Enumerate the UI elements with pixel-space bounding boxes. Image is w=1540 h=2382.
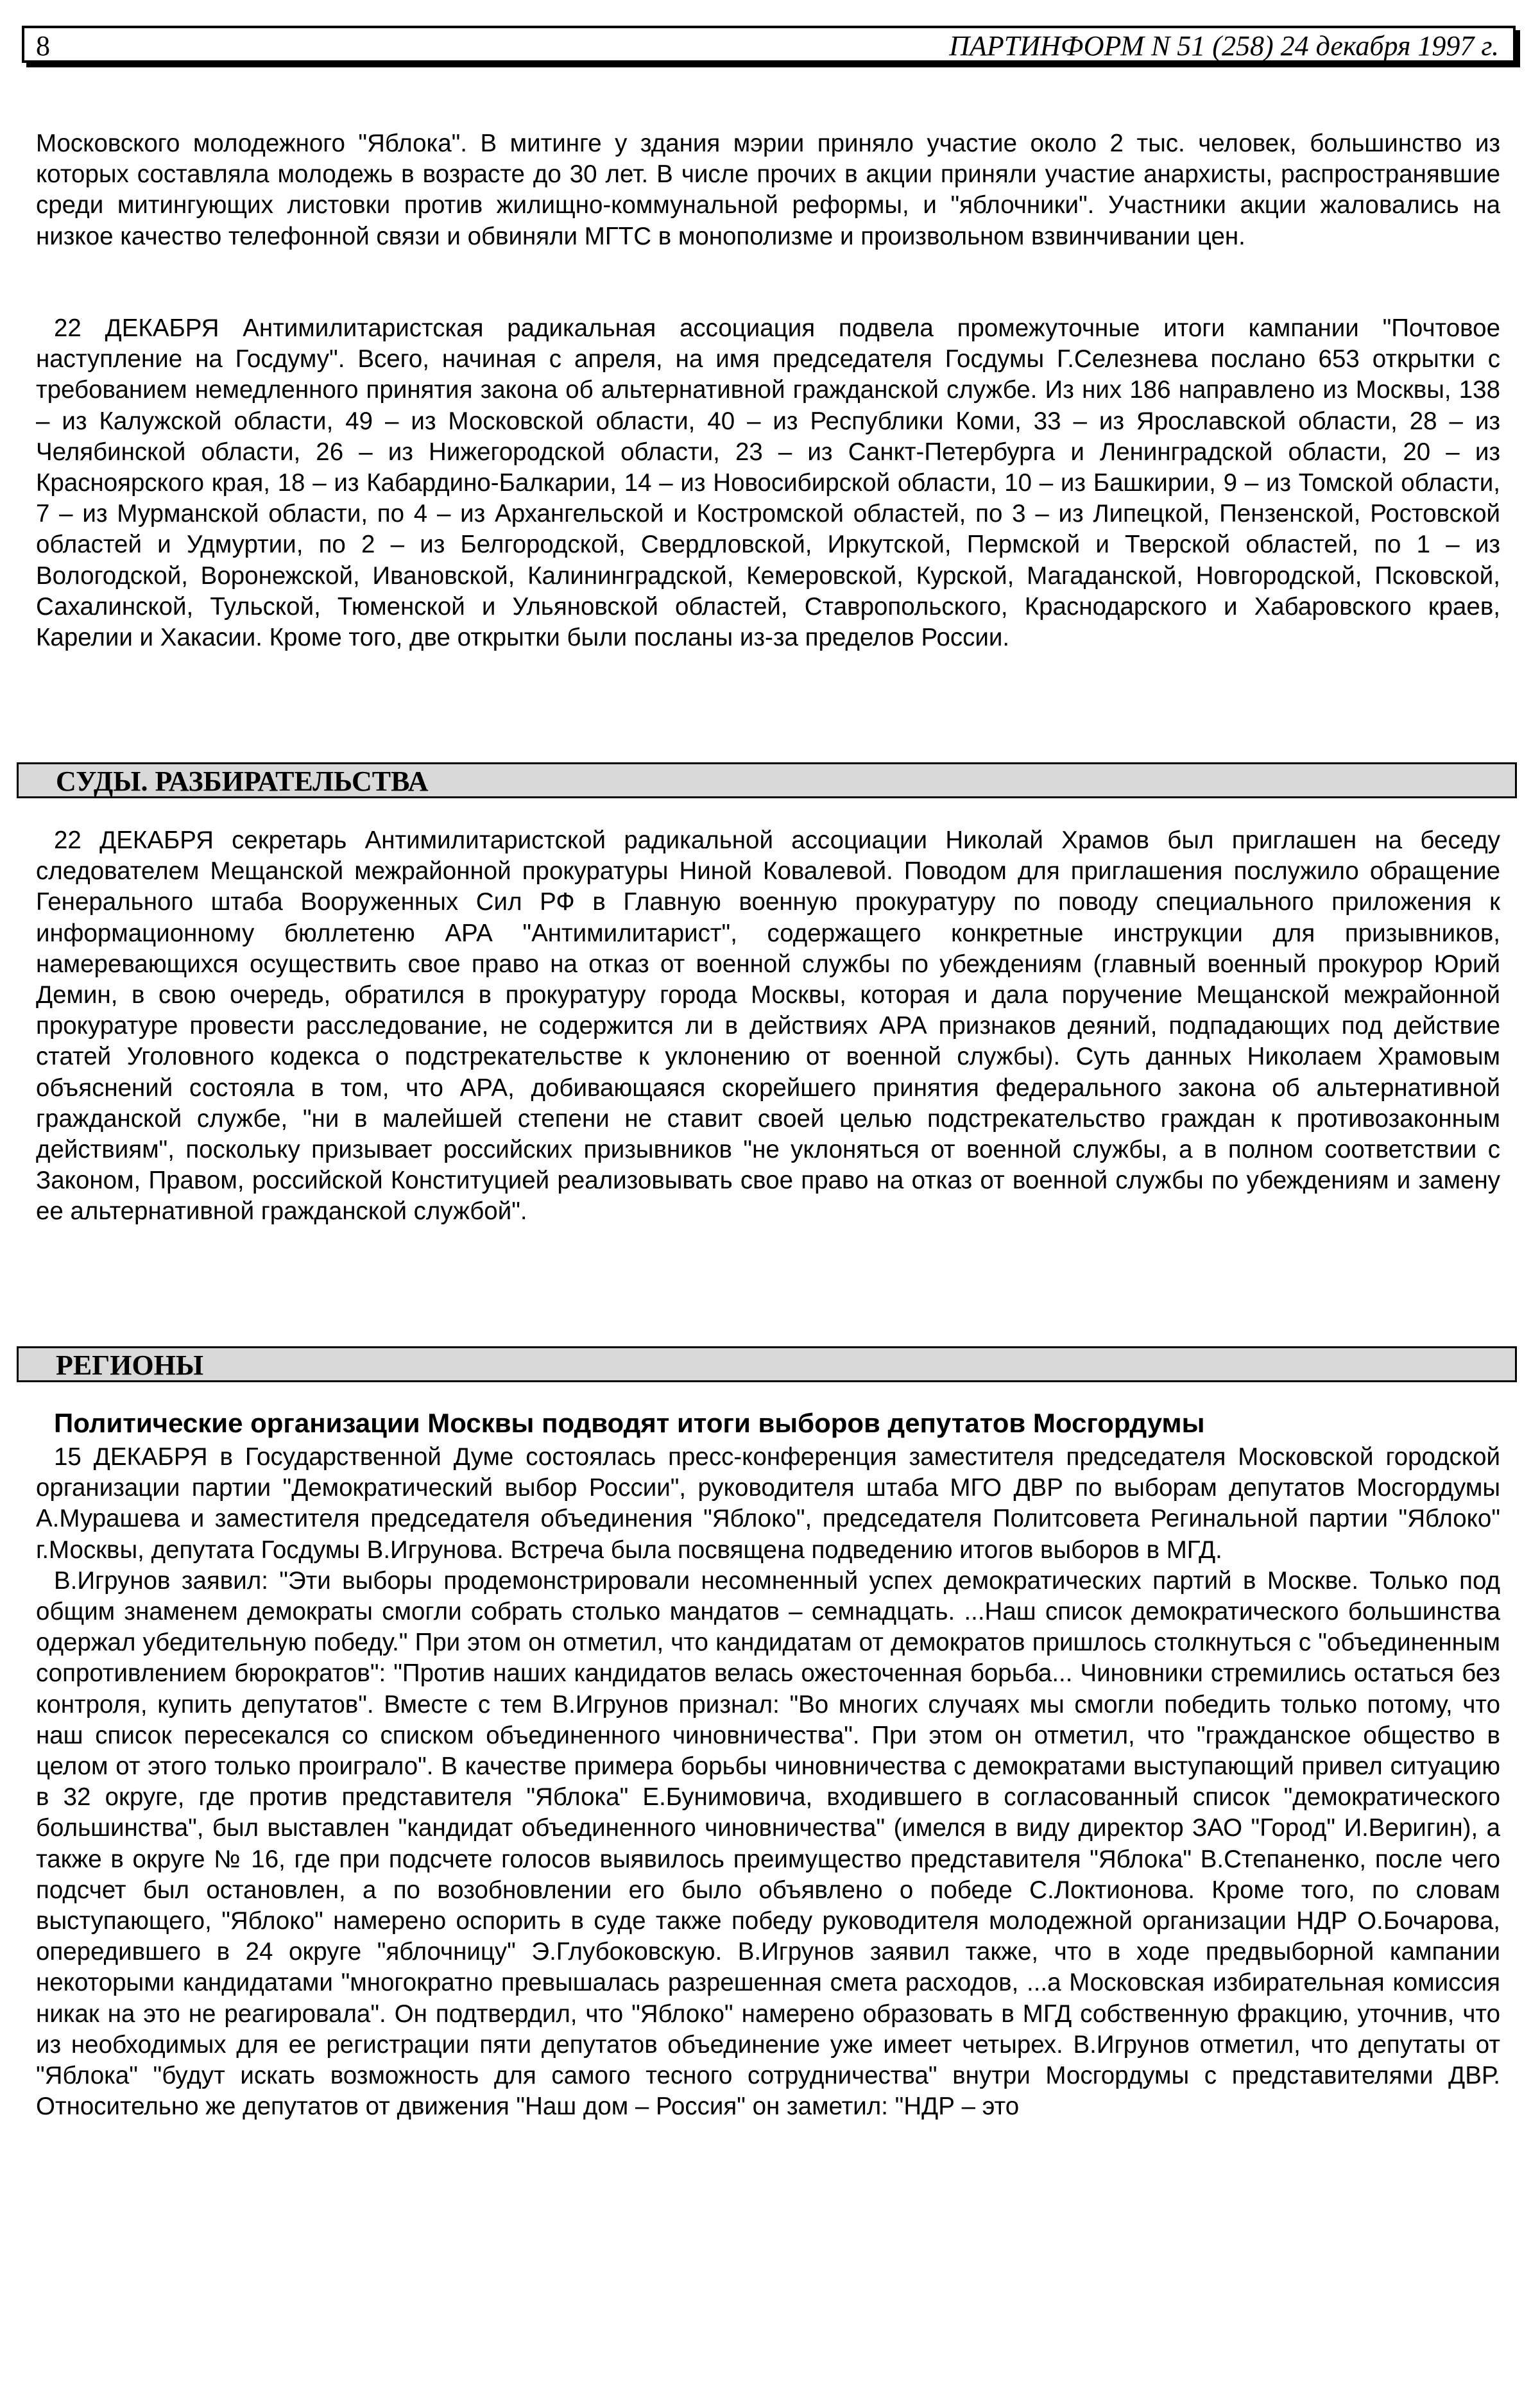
regions-text-1: 15 ДЕКАБРЯ в Государственной Думе состоялась пресс-конференция заместителя председателя Московской городской организации партии "Демократический выбор России", руководителя штаба МГО ДВР по выборам депутатов Мосгордумы А.Мурашева и заместителя председателя объединения "Яблоко", председателя Политсовета Регинальной партии "Яблоко" г.Москвы, депутата Госдумы В.Игрунова. Встреча была посвящена подведению итогов выборов в МГД. [36,1443,1500,1564]
page-header [22,26,1516,63]
section-header-regions [17,1346,1517,1382]
intro-paragraph-2 [36,313,1500,653]
regions-text-2: В.Игрунов заявил: "Эти выборы продемонстрировали несомненный успех демократических партий в Москве. Только под общим знаменем демократы смогли собрать столько мандатов – семнадцать. ...Наш список демократического большинства одержал убедительную победу." При этом он отметил, что кандидатам от демократов пришлось столкнуться с "объединенным сопротивлением бюрократов": "Против наших кандидатов велась ожесточенная борьба... Чиновники стремились остаться без контроля, купить депутатов". Вместе с тем В.Игрунов признал: "Во многих случаях мы смогли победить только потому, что наш список пересекался со списком объединенного чиновничества". При этом он отметил, что "гражданское общество в целом от этого только проиграло". В качестве примера борьбы чиновничества с демократами выступающий привел ситуацию в 32 округе, где против представителя "Яблока" Е.Бунимовича, входившего в согласованный список "демократического большинства", был выставлен "кандидат объединенного чиновничества" (имелся в виду директор ЗАО "Город" И.Веригин), а также в округе № 16, где при подсчете голосов выявилось преимущество представителя "Яблока" В.Степаненко, после чего подсчет был остановлен, а по возобновлении его было объявлено о победе С.Локтионова. Кроме того, по словам выступающего, "Яблоко" намерено оспорить в суде также победу руководителя молодежной организации НДР О.Бочарова, опередившего в 24 округе "яблочницу" Э.Глубоковскую. В.Игрунов заявил также, что в ходе предвыборной кампании некоторыми кандидатами "многократно превышалась разрешенная смета расходов, ...а Московская избирательная комиссия никак на это не реагировала". Он подтвердил, что "Яблоко" намерено образовать в МГД собственную фракцию, уточнив, что из необходимых для ее регистрации пяти депутатов объединение уже имеет четырех. В.Игрунов отметил, что депутаты от "Яблока" "будут искать возможность для самого тесного сотрудничества" внутри Мосгордумы с представителями ДВР. Относительно же депутатов от движения "Наш дом – Россия" он заметил: "НДР – это [36,1566,1500,2121]
intro-text-2: 22 ДЕКАБРЯ Антимилитаристская радикальная ассоциация подвела промежуточные итоги кампании "Почтовое наступление на Госдуму". Всего, начиная с апреля, на имя председателя Госдумы Г.Селезнева послано 653 открытки с требованием немедленного принятия закона об альтернативной гражданской службе. Из них 186 направлено из Москвы, 138 – из Калужской области, 49 – из Московской области, 40 – из Республики Коми, 33 – из Ярославской области, 28 – из Челябинской области, 26 – из Нижегородской области, 23 – из Санкт-Петербурга и Ленинградской области, 20 – из Красноярского края, 18 – из Кабардино-Балкарии, 14 – из Новосибирской области, 10 – из Башкирии, 9 – из Томской области, 7 – из Мурманской области, по 4 – из Архангельской и Костромской областей, по 3 – из Липецкой, Пензенской, Ростовской областей и Удмуртии, по 2 – из Белгородской, Свердловской, Иркутской, Пермской и Тверской областей, по 1 – из Вологодской, Воронежской, Ивановской, Калининградской, Кемеровской, Курской, Магаданской, Новгородской, Псковской, Сахалинской, Тульской, Тюменской и Ульяновской областей, Ставропольского, Краснодарского и Хабаровского краев, Карелии и Хакасии. Кроме того, две открытки были посланы из-за пределов России. [36,314,1500,652]
courts-text: 22 ДЕКАБРЯ секретарь Антимилитаристской радикальной ассоциации Николай Храмов был приглашен на беседу следователем Мещанской межрайонной прокуратуры Ниной Ковалевой. Поводом для приглашения послужило обращение Генерального штаба Вооруженных Сил РФ в Главную военную прокуратуру по поводу специального приложения к информационному бюллетеню АРА "Антимилитарист", содержащего конкретные инструкции для призывников, намеревающихся осуществить свое право на отказ от военной службы по убеждениям (главный военный прокурор Юрий Демин, в свою очередь, обратился в прокуратуру города Москвы, которая и дала поручение Мещанской межрайонной прокуратуре провести расследование, не содержится ли в действиях АРА признаков деяний, подпадающих под действие статей Уголовного кодекса о подстрекательстве к уклонению от военной службы). Суть данных Николаем Храмовым объяснений состояла в том, что АРА, добивающаяся скорейшего принятия федерального закона об альтернативной гражданской службе, "ни в малейшей степени не ставит своей целью подстрекательство граждан к противозаконным действиям", поскольку призывает российских призывников "не уклоняться от военной службы, а в полном соответствии с Законом, Правом, российской Конституцией реализовывать свое право на отказ от военной службы по убеждениям и замену ее альтернативной гражданской службой". [36,827,1500,1226]
section-header-courts [17,762,1517,798]
intro-paragraph-1 [36,128,1500,252]
section-title-courts: СУДЫ. РАЗБИРАТЕЛЬСТВА [56,766,429,797]
courts-paragraph [36,825,1500,1228]
intro-text-1: Московского молодежного "Яблока". В митинге у здания мэрии приняло участие около 2 тыс. человек, большинство из которых составляла молодежь в возрасте до 30 лет. В числе прочих в акции приняли участие анархисты, распространявшие среди митингующих листовки против жилищно-коммунальной реформы, и "яблочники". Участники акции жаловались на низкое качество телефонной связи и обвиняли МГТС в монополизме и произвольном взвинчивании цен. [36,130,1500,250]
page-number: 8 [36,30,50,62]
regions-article [36,1442,1500,2122]
article-title: Политические организации Москвы подводят итоги выборов депутатов Мосгордумы [54,1408,1205,1438]
issue-title: ПАРТИНФОРМ N 51 (258) 24 декабря 1997 г. [949,30,1499,62]
section-title-regions: РЕГИОНЫ [56,1350,204,1381]
